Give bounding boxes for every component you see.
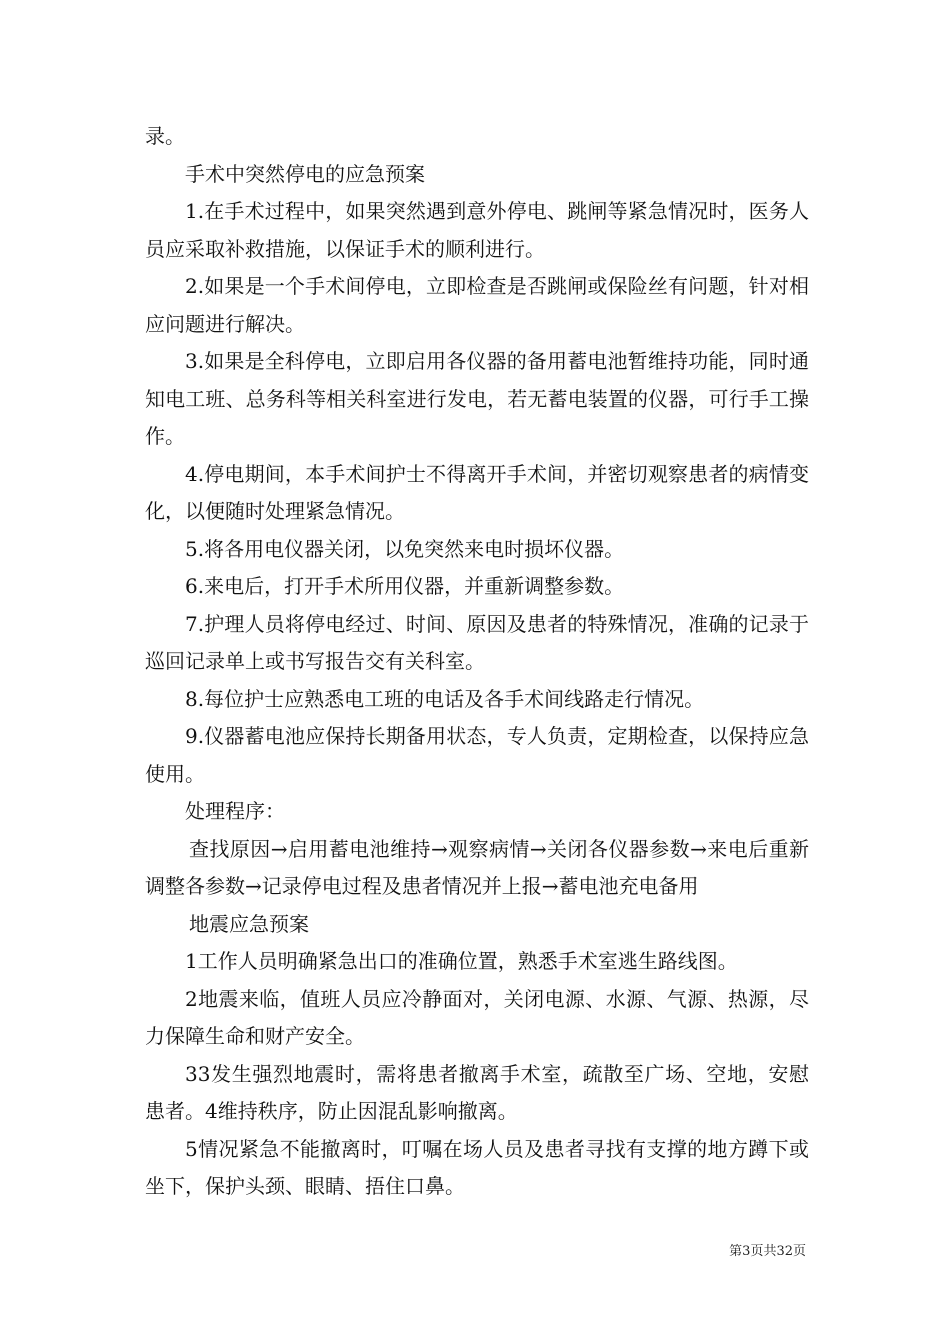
earthquake-step-2: 2地震来临，值班人员应冷静面对，关闭电源、水源、气源、热源，尽力保障生命和财产安全。: [145, 986, 809, 1048]
earthquake-step-1: 1工作人员明确紧急出口的准确位置，熟悉手术室逃生路线图。: [185, 949, 738, 973]
procedure-heading: 处理程序：: [185, 799, 285, 823]
paragraph-step-2: 2.如果是一个手术间停电，立即检查是否跳闸或保险丝有问题，针对相应问题进行解决。: [145, 274, 809, 336]
earthquake-step-3: 33发生强烈地震时，需将患者撤离手术室，疏散至广场、空地，安慰患者。4维持秩序，防止因混乱影响撤离。: [145, 1061, 809, 1123]
paragraph-step-4: 4.停电期间，本手术间护士不得离开手术间，并密切观察患者的病情变化，以便随时处理紧急情况。: [145, 461, 809, 523]
section-heading-power-outage: 手术中突然停电的应急预案: [185, 161, 425, 186]
procedure-flow: 查找原因→启用蓄电池维持→观察病情→关闭各仪器参数→来电后重新调整各参数→记录停电过程及患者情况并上报→蓄电池充电备用: [145, 836, 809, 898]
paragraph-step-1: 1.在手术过程中，如果突然遇到意外停电、跳闸等紧急情况时，医务人员应采取补救措施，以保证手术的顺利进行。: [145, 199, 809, 261]
section-heading-earthquake: 地震应急预案: [189, 911, 309, 936]
paragraph-step-7: 7.护理人员将停电经过、时间、原因及患者的特殊情况，准确的记录于巡回记录单上或书写报告交有关科室。: [145, 611, 809, 673]
paragraph-step-5: 5.将各用电仪器关闭，以免突然来电时损坏仪器。: [185, 536, 625, 561]
paragraph-continuation: 录。: [145, 124, 185, 148]
earthquake-step-5: 5情况紧急不能撤离时，叮嘱在场人员及患者寻找有支撑的地方蹲下或坐下，保护头颈、眼睛、捂住口鼻。: [145, 1136, 809, 1198]
paragraph-step-9: 9.仪器蓄电池应保持长期备用状态，专人负责，定期检查，以保持应急使用。: [145, 724, 809, 786]
paragraph-step-3: 3.如果是全科停电，立即启用各仪器的备用蓄电池暂维持功能，同时通知电工班、总务科等相关科室进行发电，若无蓄电装置的仪器，可行手工操作。: [145, 349, 809, 448]
document-body: [145, 118, 809, 1206]
paragraph-step-8: 8.每位护士应熟悉电工班的电话及各手术间线路走行情况。: [185, 686, 705, 711]
page-number-footer: 第3页共32页: [729, 1244, 806, 1259]
paragraph-step-6: 6.来电后，打开手术所用仪器，并重新调整参数。: [185, 574, 625, 598]
